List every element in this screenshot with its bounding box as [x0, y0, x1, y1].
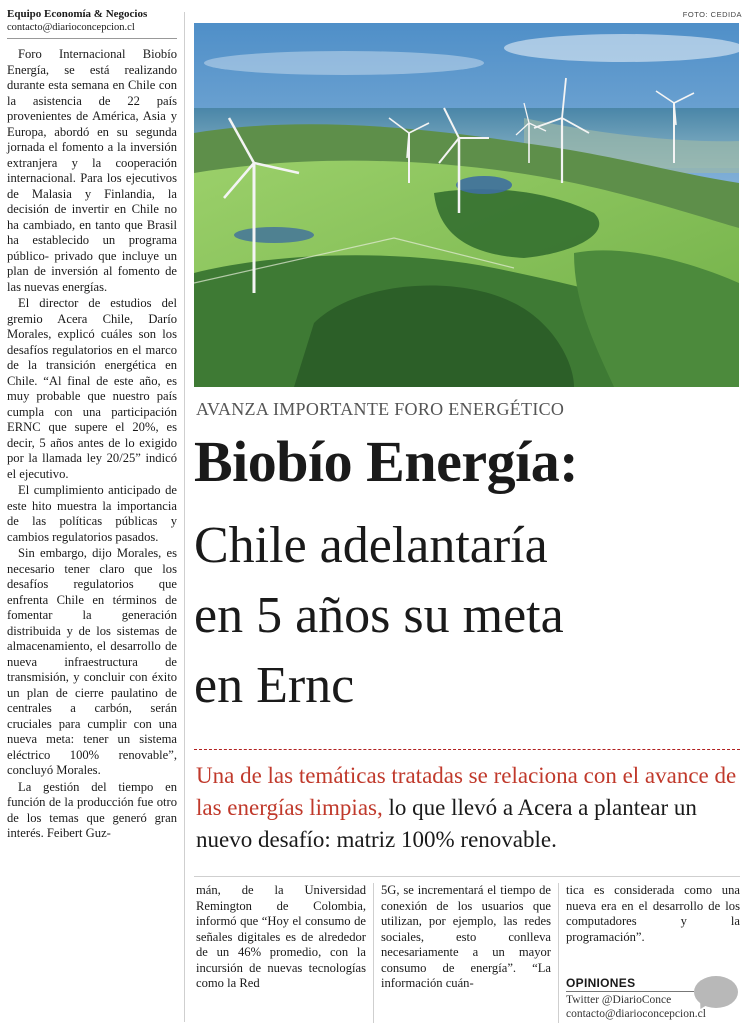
wind-turbines-landscape-icon [194, 23, 739, 387]
column-divider [184, 12, 185, 1022]
headline-line-3: en Ernc [194, 657, 355, 714]
column-divider [558, 883, 559, 1023]
body-paragraph-1: Foro Internacional Biobío Energía, se está realizando durante esta semana en Chile con la asistencia de 22 país provenientes de América, Asia y Europa, abordó en su segunda jornada el fomento a la inversión extranjera y la cooperación internacional. Para los ejecutivos de Malasia y Finlandia, la decisión de invertir en Chile no ha cambiado, en tanto que Brasil ha establecido un programa público- privado que incluye un plan de inversión al fomento de las nuevas energías. [7, 47, 177, 294]
byline-divider [7, 38, 177, 39]
opinions-title: OPINIONES [566, 976, 636, 990]
column-divider [373, 883, 374, 1023]
bottom-column-3: tica es considerada como una nueva era en el desarrollo de los computadores y la programación”. [566, 883, 740, 944]
opinions-divider [566, 991, 694, 992]
headline-title-bold: Biobío Energía: [194, 429, 579, 494]
photo-credit: FOTO: CEDIDA [682, 10, 742, 19]
body-paragraph-4: Sin embargo, dijo Morales, es necesario tener claro que los desafíos regulatorios que enfrenta Chile en términos de fomentar la generación distribuida y de los sistemas de almacenamiento, el desarrollo de nueva infraestructura de transmisión, y concluir con éxito un plan de cierre paulatino de centrales a carbón, serán cruciales para cumplir con una nueva meta: tener un sistema eléctrico 100% renovable”, concluyó Morales. [7, 546, 177, 777]
body-paragraph-2: El director de estudios del gremio Acera Chile, Darío Morales, explicó cuáles son los desafíos regulatorios en el marco de la transición energética en Chile. “Al final de este año, es muy probable que nuestro país cumpla con una participación ERNC que supere el 20%, es decir, 5 años antes de lo exigido por la llamada ley 20/25” indicó el ejecutivo. [7, 296, 177, 481]
opinions-email[interactable]: contacto@diarioconcepcion.cl [566, 1008, 706, 1020]
headline-line-1: Chile adelantaría [194, 517, 548, 574]
bottom-column-1: mán, de la Universidad Remington de Colombia, informó que “Hoy el consumo de señales digitales es de alrededor de un 46% promedio, con la incursión de nuevas tecnologías como la Red [196, 883, 366, 990]
wind-turbines-photo [194, 23, 739, 387]
headline-kicker: AVANZA IMPORTANTE FORO ENERGÉTICO [196, 399, 565, 419]
opinions-twitter[interactable]: Twitter @DiarioConce [566, 994, 672, 1006]
headline-line-2: en 5 años su meta [194, 587, 564, 644]
deck-divider [194, 749, 740, 750]
headline-title [194, 511, 564, 721]
body-paragraph-5: La gestión del tiempo en función de la producción fue otro de los temas que generó gran interés. Feibert Guz- [7, 779, 177, 840]
deck-summary [196, 760, 740, 856]
byline-email[interactable]: contacto@diarioconcepcion.cl [7, 22, 135, 33]
deck-text: lo que llevó a Acera a plantear un nuevo desafío: matriz 100% renovable. [196, 795, 697, 852]
byline-name: Equipo Economía & Negocios [7, 8, 148, 20]
body-paragraph-3: El cumplimiento anticipado de este hito muestra la importancia de las políticas públicas y cambios regulatorios pasados. [7, 483, 177, 544]
bottom-column-2: 5G, se incrementará el tiempo de conexión de los usuarios que utilizan, por ejemplo, las redes sociales, esto conlleva necesariamente a un mayor consumo de energía”. “La información cuán- [381, 883, 551, 990]
deck-highlight: Una de las temáticas tratadas se relaciona con el avance de las energías limpias, [196, 763, 737, 820]
left-column [7, 8, 177, 842]
section-divider [194, 876, 740, 877]
